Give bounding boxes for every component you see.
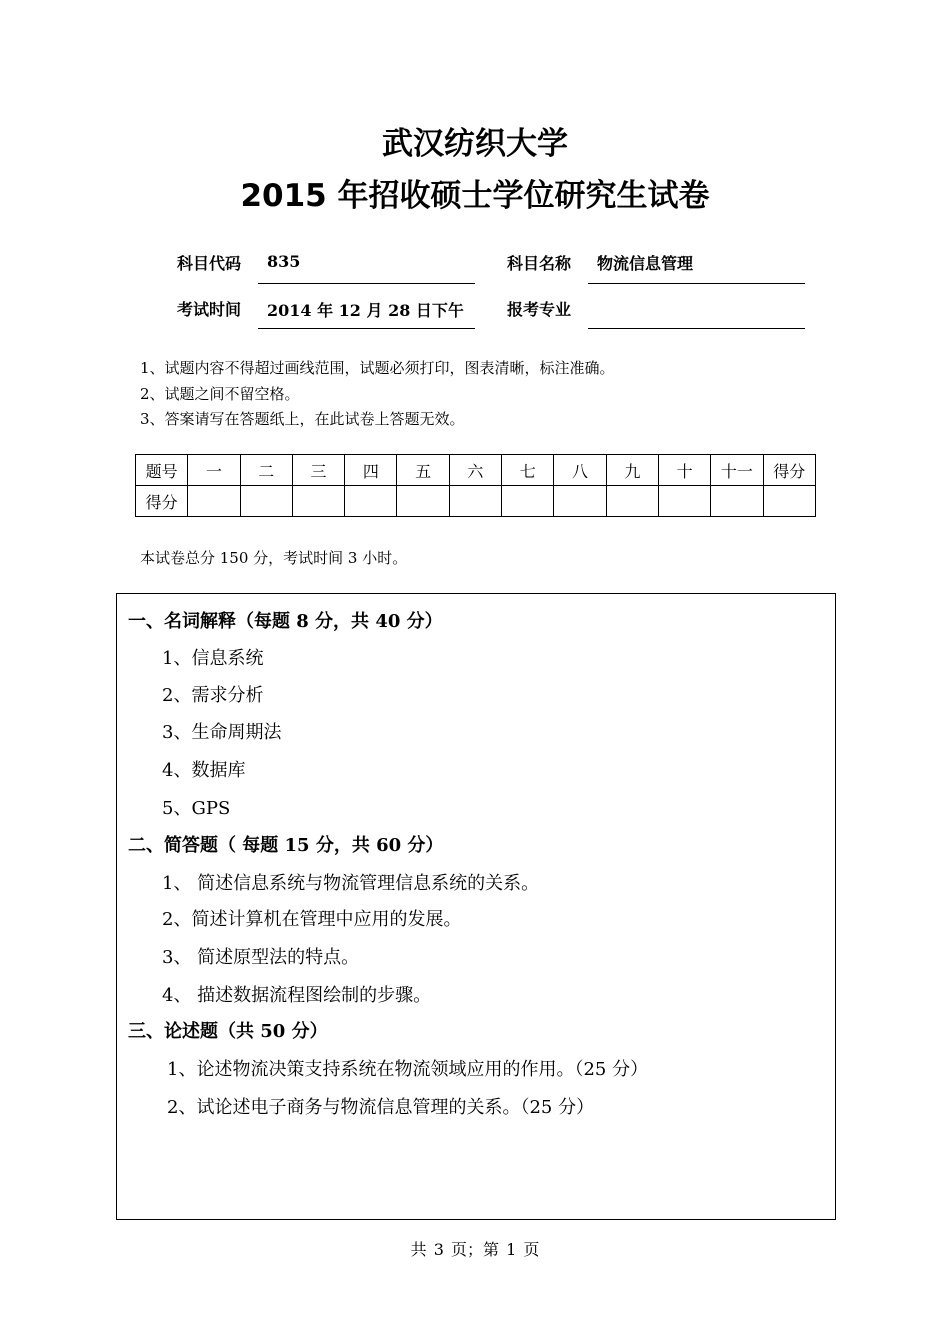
score-table-cell: 七 bbox=[502, 455, 554, 486]
subject-name-underline bbox=[588, 283, 805, 284]
subject-code-underline bbox=[258, 283, 475, 284]
total-note: 本试卷总分 150 分，考试时间 3 小时。 bbox=[140, 549, 408, 567]
note-1: 1、试题内容不得超过画线范围，试题必须打印，图表清晰，标注准确。 bbox=[140, 359, 615, 377]
score-blank-cell bbox=[502, 486, 554, 517]
note-3: 3、答案请写在答题纸上，在此试卷上答题无效。 bbox=[140, 410, 465, 428]
score-table-score-row bbox=[136, 486, 816, 517]
score-table-cell: 九 bbox=[606, 455, 658, 486]
score-blank-cell bbox=[345, 486, 397, 517]
section-1-item: 5、GPS bbox=[162, 798, 231, 819]
score-blank-cell bbox=[554, 486, 606, 517]
score-table-cell: 五 bbox=[397, 455, 449, 486]
score-table-cell: 四 bbox=[345, 455, 397, 486]
section-1-item: 2、需求分析 bbox=[162, 685, 264, 706]
subject-code-label: 科目代码 bbox=[177, 254, 242, 273]
score-table bbox=[135, 454, 816, 517]
score-blank-cell bbox=[292, 486, 344, 517]
major-underline bbox=[588, 328, 805, 329]
section-1-item: 1、信息系统 bbox=[162, 648, 264, 669]
score-table-cell: 二 bbox=[240, 455, 292, 486]
subject-name-value: 物流信息管理 bbox=[597, 254, 694, 273]
exam-time-underline bbox=[258, 328, 475, 329]
page-footer: 共 3 页；第 1 页 bbox=[410, 1240, 540, 1259]
score-table-cell: 六 bbox=[449, 455, 501, 486]
score-table-cell: 题号 bbox=[136, 455, 188, 486]
score-blank-cell bbox=[397, 486, 449, 517]
subject-name-label: 科目名称 bbox=[507, 254, 572, 273]
exam-time-label: 考试时间 bbox=[177, 300, 242, 319]
score-blank-cell bbox=[240, 486, 292, 517]
score-table-cell: 一 bbox=[188, 455, 240, 486]
score-table-cell: 十一 bbox=[711, 455, 763, 486]
score-blank-cell bbox=[188, 486, 240, 517]
score-blank-cell bbox=[606, 486, 658, 517]
section-1-heading: 一、名词解释（每题 8 分，共 40 分） bbox=[128, 611, 443, 632]
university-title: 武汉纺织大学 bbox=[382, 126, 568, 162]
score-table-cell: 八 bbox=[554, 455, 606, 486]
section-3-heading: 三、论述题（共 50 分） bbox=[128, 1021, 328, 1042]
section-2-heading: 二、简答题（ 每题 15 分，共 60 分） bbox=[128, 835, 444, 856]
score-blank-cell bbox=[658, 486, 710, 517]
section-1-item: 3、生命周期法 bbox=[162, 722, 282, 743]
note-2: 2、试题之间不留空格。 bbox=[140, 385, 300, 403]
section-2-item: 4、 描述数据流程图绘制的步骤。 bbox=[162, 985, 432, 1006]
score-blank-cell bbox=[449, 486, 501, 517]
score-table-cell: 得分 bbox=[763, 455, 815, 486]
score-table-cell: 十 bbox=[658, 455, 710, 486]
score-blank-cell bbox=[763, 486, 815, 517]
section-3-item: 2、试论述电子商务与物流信息管理的关系。（25 分） bbox=[167, 1097, 595, 1118]
section-3-item: 1、论述物流决策支持系统在物流领域应用的作用。（25 分） bbox=[167, 1059, 649, 1080]
subject-code-value: 835 bbox=[267, 252, 301, 271]
exam-time-value: 2014 年 12 月 28 日下午 bbox=[267, 301, 464, 320]
major-label: 报考专业 bbox=[507, 300, 572, 319]
score-table-cell: 三 bbox=[292, 455, 344, 486]
score-blank-cell bbox=[711, 486, 763, 517]
exam-title: 2015 年招收硕士学位研究生试卷 bbox=[240, 178, 710, 214]
section-1-item: 4、数据库 bbox=[162, 760, 246, 781]
section-2-item: 3、 简述原型法的特点。 bbox=[162, 947, 360, 968]
score-row-label: 得分 bbox=[136, 486, 188, 517]
score-table-header-row bbox=[136, 455, 816, 486]
section-2-item: 2、简述计算机在管理中应用的发展。 bbox=[162, 909, 462, 930]
section-2-item: 1、 简述信息系统与物流管理信息系统的关系。 bbox=[162, 873, 540, 894]
